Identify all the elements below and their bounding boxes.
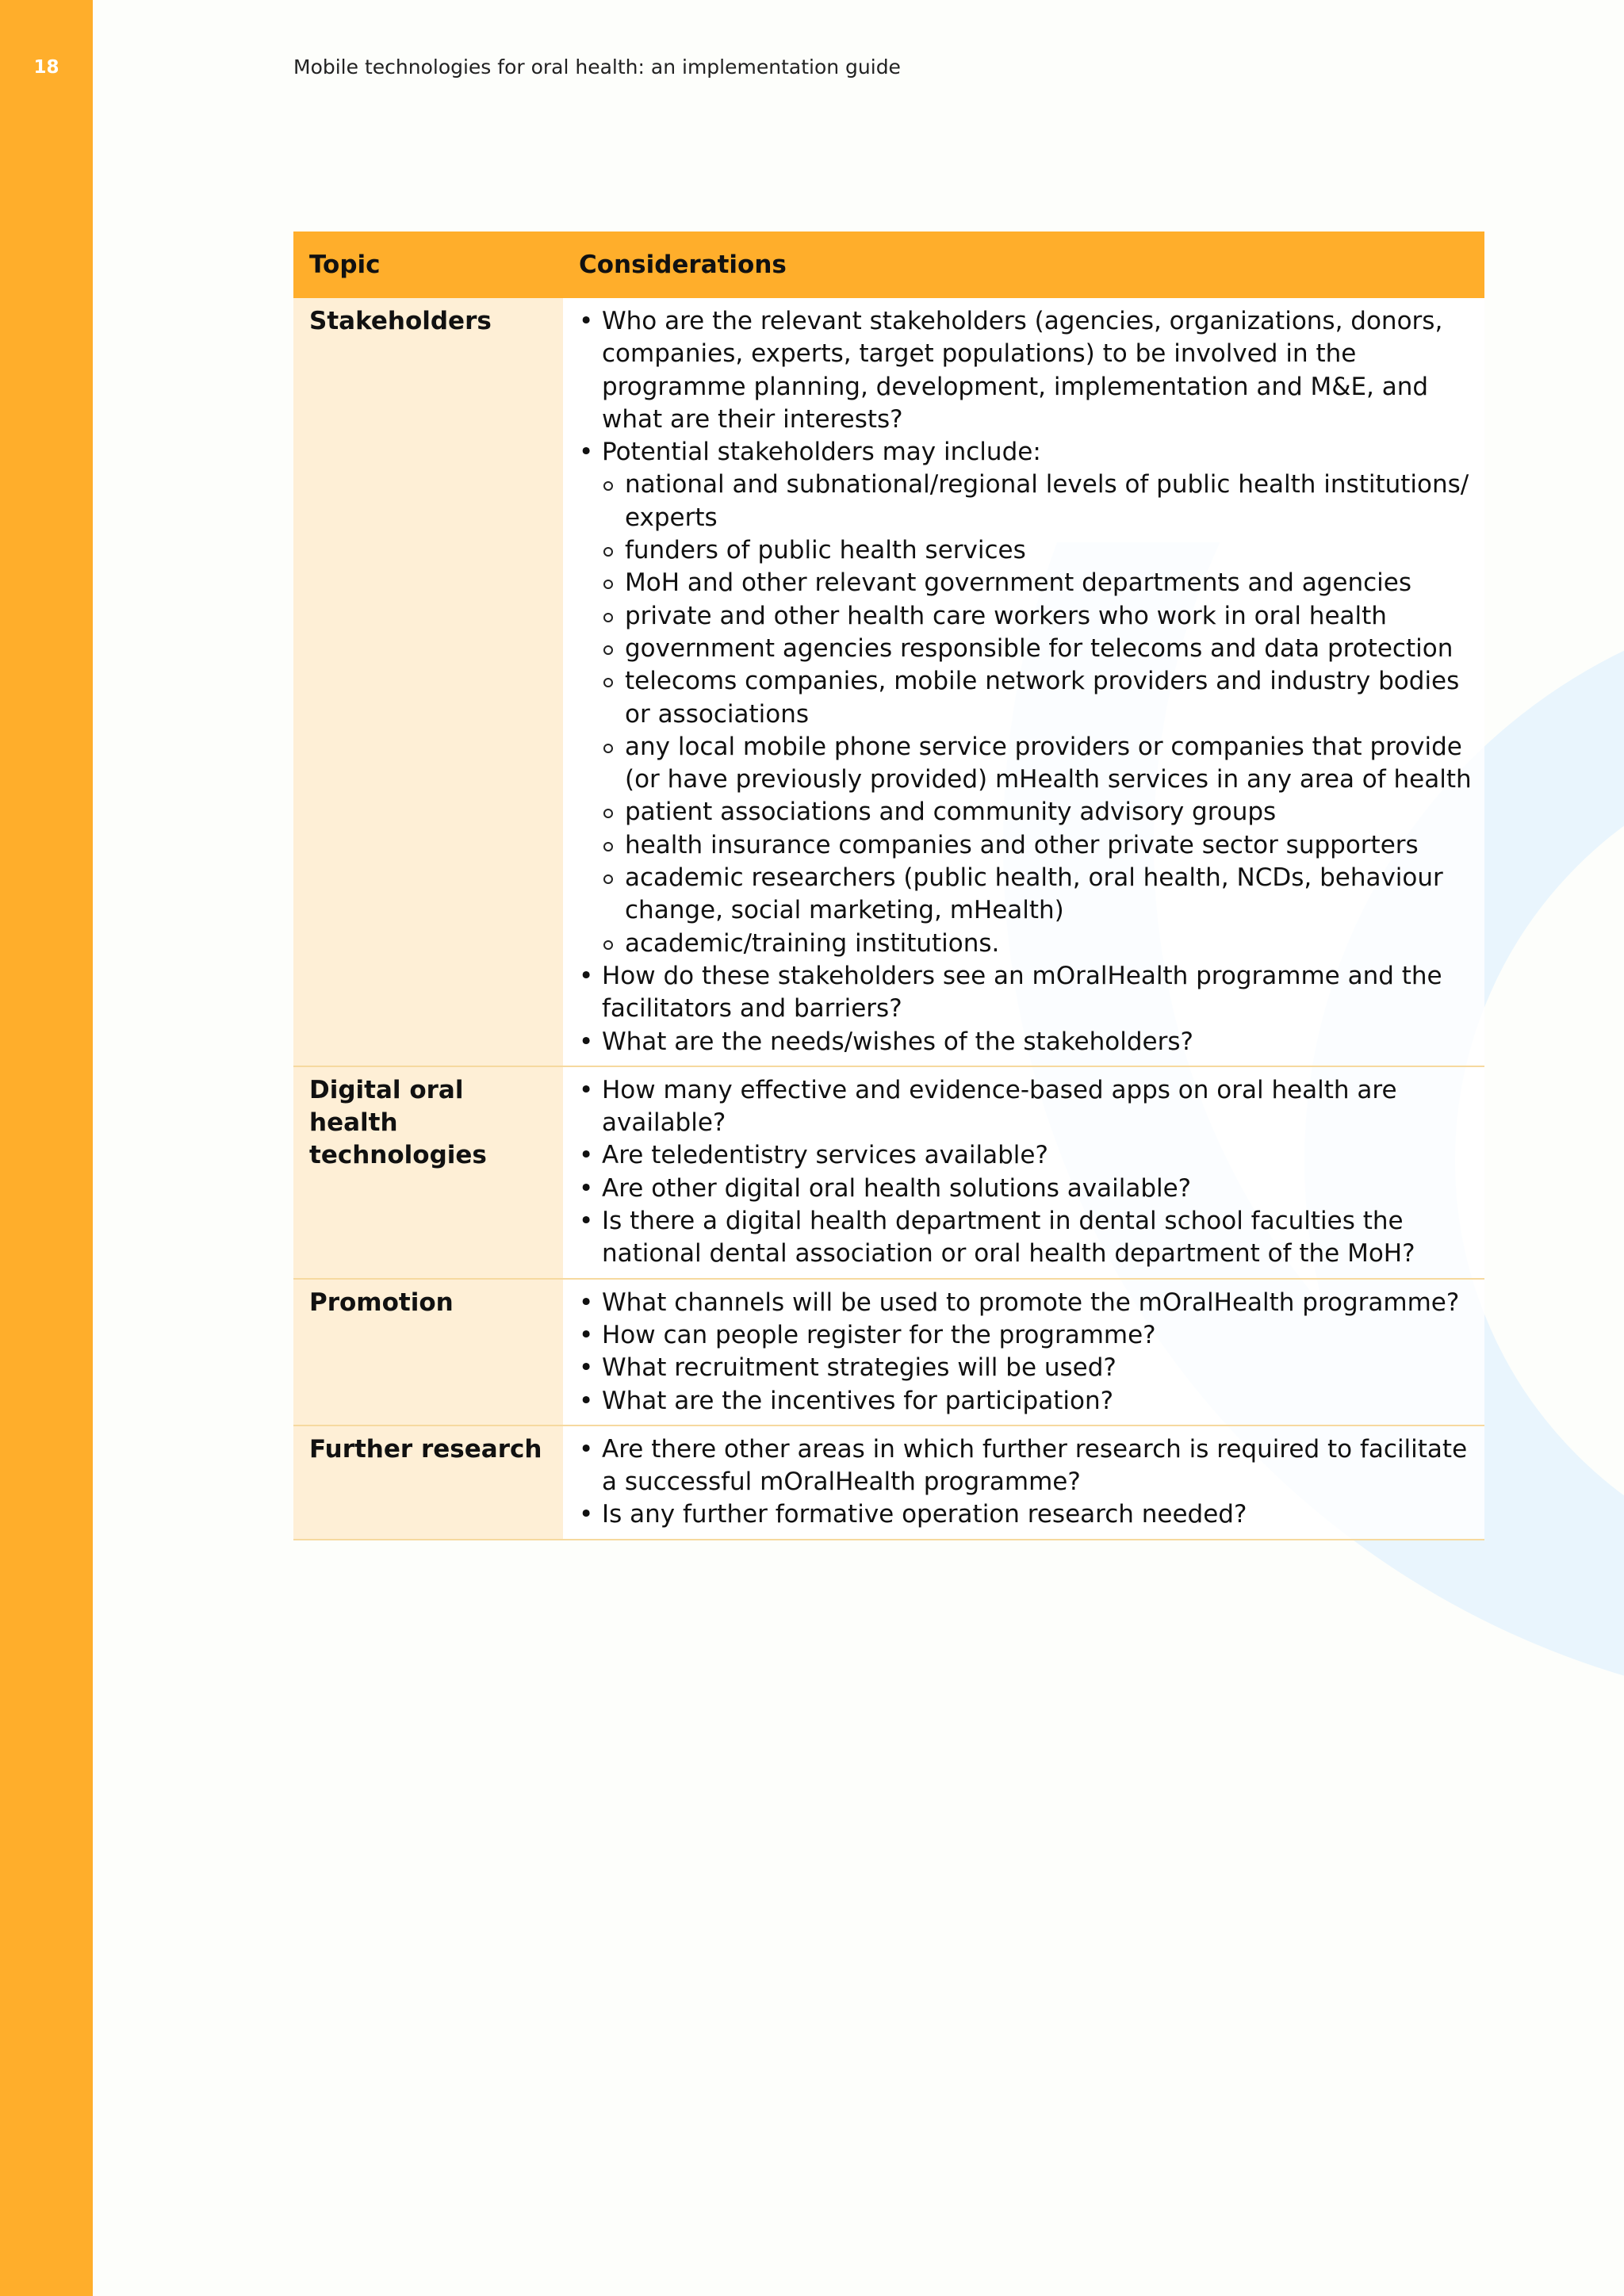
- stakeholder-sublist: [602, 469, 1473, 959]
- consideration-list: [579, 1287, 1473, 1418]
- row-considerations: [563, 298, 1484, 1066]
- consideration-text: Is there a digital health department in dental school faculties the national dental association or oral health department of the MoH?: [602, 1207, 1415, 1269]
- consideration-text: Are there other areas in which further research is required to facilitate a successful mOralHealth programme?: [602, 1434, 1468, 1497]
- row-topic: Digital oral health technologies: [293, 1066, 563, 1279]
- sidebar-band: [0, 0, 93, 2296]
- table-body: [293, 298, 1484, 1540]
- consideration-text: How do these stakeholders see an mOralHealth programme and the facilitators and barriers?: [602, 961, 1442, 1024]
- row-topic: Further research: [293, 1425, 563, 1540]
- stakeholder-subitem: academic researchers (public health, oral health, NCDs, behaviour change, social marketing, mHealth): [602, 862, 1473, 928]
- consideration-item: [579, 1498, 1473, 1531]
- consideration-text: What are the incentives for participation?: [602, 1386, 1114, 1415]
- stakeholder-subitem: funders of public health services: [602, 534, 1473, 567]
- consideration-text: How many effective and evidence-based apps on oral health are available?: [602, 1075, 1397, 1138]
- consideration-text: Who are the relevant stakeholders (agencies, organizations, donors, companies, experts, target populations) to be involved in the programme planning, development, implementation and M&E, and what are their interests?: [602, 307, 1443, 434]
- consideration-item: [579, 1139, 1473, 1172]
- consideration-list: [579, 1074, 1473, 1271]
- stakeholder-subitem: government agencies responsible for telecoms and data protection: [602, 633, 1473, 665]
- consideration-list: [579, 305, 1473, 1058]
- stakeholder-subitem: MoH and other relevant government departments and agencies: [602, 567, 1473, 599]
- consideration-text: Are other digital oral health solutions available?: [602, 1173, 1192, 1203]
- consideration-item: [579, 1385, 1473, 1418]
- consideration-item: [579, 1352, 1473, 1384]
- table-row: [293, 1425, 1484, 1540]
- header-topic: Topic: [293, 232, 563, 298]
- row-topic: Promotion: [293, 1279, 563, 1425]
- consideration-item: [579, 1287, 1473, 1319]
- consideration-text: What recruitment strategies will be used?: [602, 1353, 1116, 1383]
- consideration-item: [579, 1205, 1473, 1271]
- header-considerations: Considerations: [563, 232, 1484, 298]
- stakeholder-subitem: telecoms companies, mobile network providers and industry bodies or associations: [602, 665, 1473, 731]
- consideration-text: What channels will be used to promote the mOralHealth programme?: [602, 1288, 1460, 1317]
- table-row: [293, 1066, 1484, 1279]
- stakeholder-subitem: national and subnational/regional levels of public health institutions/ experts: [602, 469, 1473, 534]
- stakeholder-subitem: private and other health care workers who work in oral health: [602, 600, 1473, 633]
- considerations-table: [293, 232, 1484, 1540]
- consideration-item: [579, 1173, 1473, 1205]
- page-number: 18: [33, 57, 59, 78]
- row-considerations: [563, 1279, 1484, 1425]
- table-row: [293, 298, 1484, 1066]
- consideration-text: What are the needs/wishes of the stakeholders?: [602, 1027, 1193, 1056]
- consideration-text: Are teledentistry services available?: [602, 1141, 1048, 1170]
- consideration-item: [579, 1433, 1473, 1499]
- consideration-text: Potential stakeholders may include:: [602, 438, 1041, 467]
- table-row: [293, 1279, 1484, 1425]
- row-topic: Stakeholders: [293, 298, 563, 1066]
- row-considerations: [563, 1066, 1484, 1279]
- consideration-list: [579, 1433, 1473, 1532]
- consideration-text: How can people register for the programme?: [602, 1320, 1156, 1349]
- consideration-item: [579, 1026, 1473, 1058]
- stakeholder-subitem: health insurance companies and other private sector supporters: [602, 829, 1473, 862]
- running-header: Mobile technologies for oral health: an implementation guide: [293, 55, 901, 78]
- consideration-item: [579, 1074, 1473, 1140]
- consideration-item: [579, 960, 1473, 1026]
- stakeholder-subitem: any local mobile phone service providers or companies that provide (or have previously provided) mHealth services in any area of health: [602, 731, 1473, 797]
- row-considerations: [563, 1425, 1484, 1540]
- stakeholder-subitem: academic/training institutions.: [602, 928, 1473, 960]
- stakeholder-subitem: patient associations and community advisory groups: [602, 796, 1473, 828]
- consideration-item: [579, 1319, 1473, 1352]
- consideration-text: Is any further formative operation research needed?: [602, 1500, 1247, 1529]
- consideration-item: [579, 305, 1473, 436]
- consideration-item: [579, 436, 1473, 960]
- table-header-row: [293, 232, 1484, 298]
